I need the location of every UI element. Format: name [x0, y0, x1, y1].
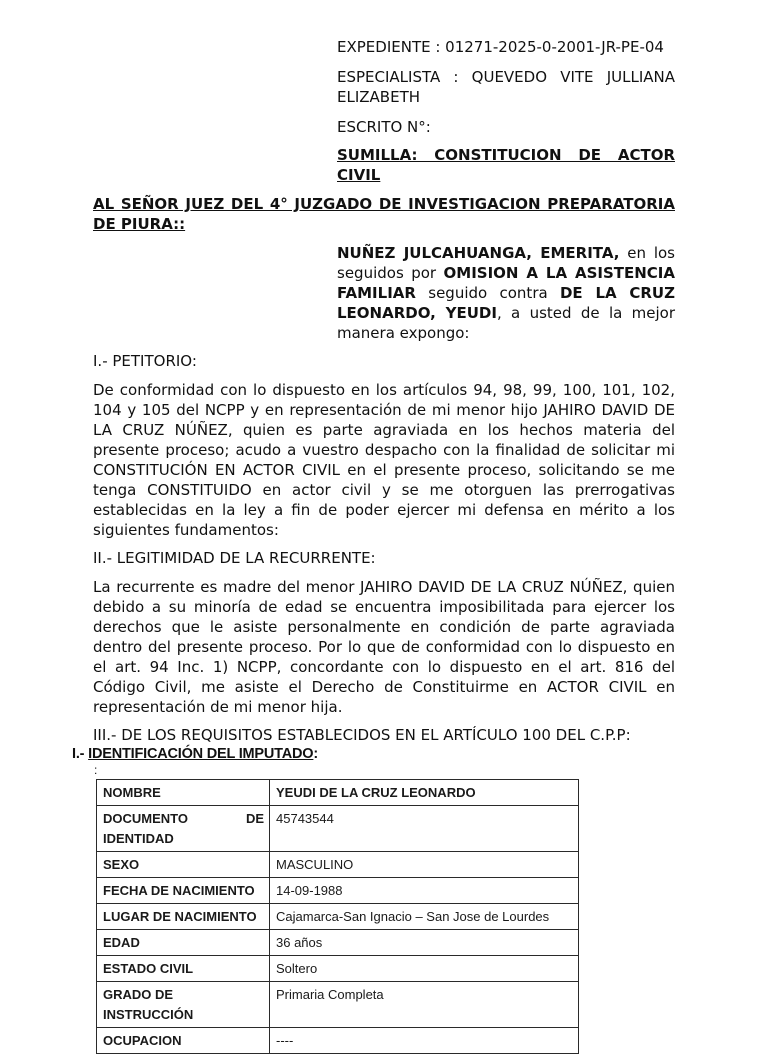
escrito-line: ESCRITO N°:	[337, 118, 431, 136]
table-label: FECHA DE NACIMIENTO	[97, 878, 270, 904]
table-value: ----	[270, 1028, 579, 1054]
table-label: GRADO DE INSTRUCCIÓN	[97, 982, 270, 1028]
intro-paragraph	[337, 243, 675, 343]
table-value: 14-09-1988	[270, 878, 579, 904]
table-value: MASCULINO	[270, 852, 579, 878]
scanned-identification-section	[72, 742, 580, 1048]
table-label: EDAD	[97, 930, 270, 956]
sumilla-line: SUMILLA: CONSTITUCION DE ACTOR CIVIL	[337, 146, 675, 184]
legitimidad-heading: II.- LEGITIMIDAD DE LA RECURRENTE:	[93, 549, 376, 567]
legitimidad-body: La recurrente es madre del menor JAHIRO DAVID DE LA CRUZ NÚÑEZ, quien debido a su minoría de edad se encuentra imposibilitada para ejercer los derechos que le asiste personalmente en condición de parte agraviada dentro del presente proceso. Por lo que de conformidad con lo dispuesto en el art. 94 Inc. 1) NCPP, concordante con lo dispuesto en el art. 816 del Código Civil, me asiste el Derecho de Constituirme en ACTOR CIVIL en representación de mi menor hija.	[93, 578, 675, 716]
plaintiff-name: NUÑEZ JULCAHUANGA, EMERITA,	[337, 244, 620, 262]
petitorio-heading: I.- PETITORIO:	[93, 352, 197, 370]
imputado-table	[96, 779, 579, 1054]
table-label: OCUPACION	[97, 1028, 270, 1054]
table-value: 36 años	[270, 930, 579, 956]
table-row	[97, 982, 579, 1028]
table-value: YEUDI DE LA CRUZ LEONARDO	[270, 780, 579, 806]
table-row	[97, 806, 579, 852]
table-row	[97, 852, 579, 878]
crime-name: OMISION A LA ASISTENCIA FAMILIAR	[337, 264, 676, 302]
addressee: AL SEÑOR JUEZ DEL 4° JUZGADO DE INVESTIGACION PREPARATORIA DE PIURA::	[93, 195, 675, 233]
label-word-de: DE	[245, 811, 264, 826]
intro-text-3: , a usted de la mejor manera expongo:	[337, 304, 675, 342]
table-row	[97, 878, 579, 904]
table-label	[97, 806, 270, 852]
petitorio-body: De conformidad con lo dispuesto en los artículos 94, 98, 99, 100, 101, 102, 104 y 105 del NCPP y en representación de mi menor hijo JAHIRO DAVID DE LA CRUZ NÚÑEZ, quien es parte agraviada en los hechos materia del presente proceso; acudo a vuestro despacho con la finalidad de solicitar mi CONSTITUCIÓN EN ACTOR CIVIL en el presente proceso, solicitando se me tenga CONSTITUIDO en actor civil y se me otorguen las prerrogativas establecidas en la ley a fin de poder ejercer mi defensa en mérito a los siguientes fundamentos:	[93, 381, 675, 539]
expediente-line: EXPEDIENTE : 01271-2025-0-2001-JR-PE-04	[337, 38, 664, 56]
label-word-identidad: IDENTIDAD	[103, 831, 174, 846]
table-value: Primaria Completa	[270, 982, 579, 1028]
intro-text-1: en los seguidos por	[337, 244, 676, 282]
identificacion-title-text: IDENTIFICACIÓN DEL IMPUTADO	[88, 746, 314, 762]
label-word-documento: DOCUMENTO	[103, 811, 188, 826]
table-label: ESTADO CIVIL	[97, 956, 270, 982]
table-row	[97, 956, 579, 982]
especialista-line: ESPECIALISTA : QUEVEDO VITE JULLIANA ELIZABETH	[337, 68, 675, 106]
table-label: SEXO	[97, 852, 270, 878]
requisitos-heading: III.- DE LOS REQUISITOS ESTABLECIDOS EN EL ARTÍCULO 100 DEL C.P.P:	[93, 726, 631, 744]
table-value: Cajamarca-San Ignacio – San Jose de Lourdes	[270, 904, 579, 930]
identificacion-title	[72, 744, 318, 764]
table-row	[97, 1028, 579, 1054]
table-label: LUGAR DE NACIMIENTO	[97, 904, 270, 930]
identificacion-colon: :	[313, 746, 319, 762]
identificacion-sub-colon: :	[94, 763, 98, 777]
table-label: NOMBRE	[97, 780, 270, 806]
table-row	[97, 930, 579, 956]
accused-name: DE LA CRUZ LEONARDO, YEUDI	[337, 284, 675, 322]
intro-text-2: seguido contra	[415, 284, 560, 302]
table-row	[97, 904, 579, 930]
table-value: Soltero	[270, 956, 579, 982]
table-row	[97, 780, 579, 806]
identificacion-prefix: I.-	[72, 746, 89, 762]
table-value: 45743544	[270, 806, 579, 852]
